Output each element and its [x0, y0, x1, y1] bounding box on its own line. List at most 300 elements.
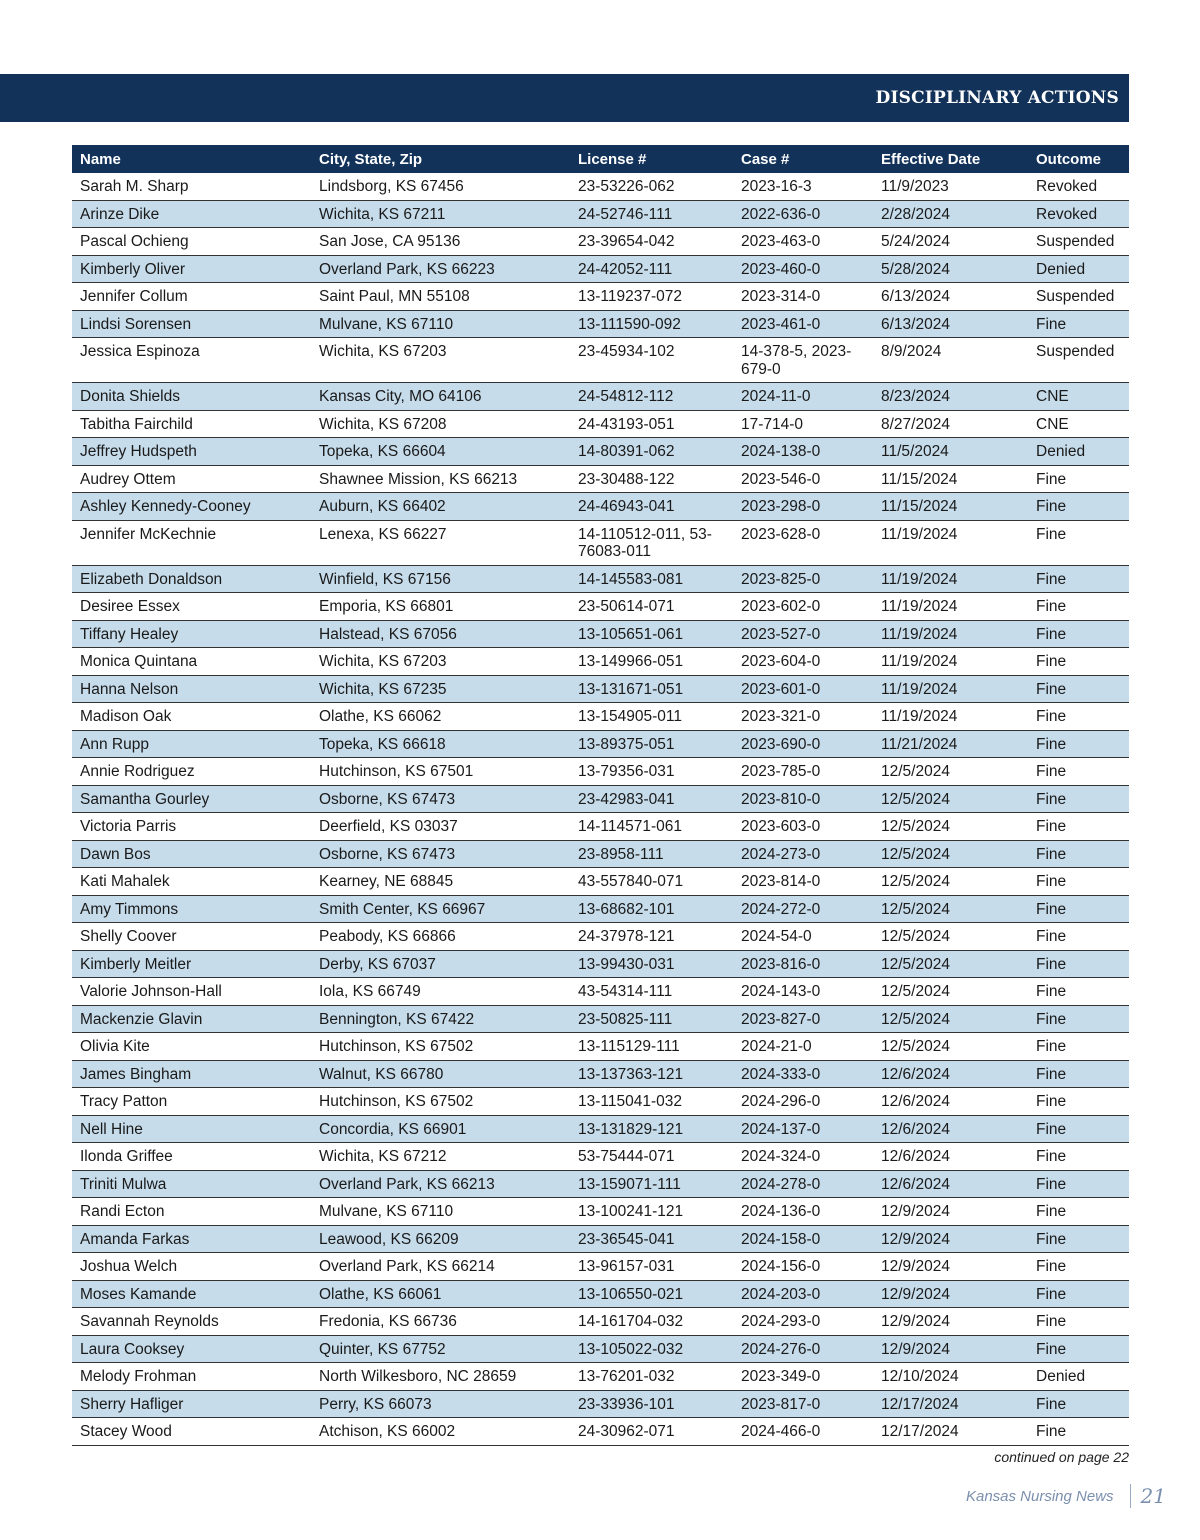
cell-case: 2024-156-0: [733, 1253, 873, 1281]
cell-city-state-zip: Wichita, KS 67203: [311, 338, 570, 383]
cell-case: 2023-298-0: [733, 493, 873, 521]
cell-case: 2023-603-0: [733, 813, 873, 841]
table-header: [72, 145, 1129, 173]
cell-name: Hanna Nelson: [72, 675, 311, 703]
cell-effective-date: 12/5/2024: [873, 923, 1028, 951]
cell-case: 14-378-5, 2023-679-0: [733, 338, 873, 383]
table-row: [72, 465, 1129, 493]
cell-case: 2024-272-0: [733, 895, 873, 923]
cell-case: 2023-463-0: [733, 228, 873, 256]
cell-city-state-zip: Overland Park, KS 66213: [311, 1170, 570, 1198]
cell-name: Arinze Dike: [72, 200, 311, 228]
cell-outcome: CNE: [1028, 383, 1129, 411]
cell-city-state-zip: Bennington, KS 67422: [311, 1005, 570, 1033]
cell-city-state-zip: Leawood, KS 66209: [311, 1225, 570, 1253]
cell-effective-date: 12/6/2024: [873, 1088, 1028, 1116]
cell-city-state-zip: Iola, KS 66749: [311, 978, 570, 1006]
cell-outcome: Suspended: [1028, 283, 1129, 311]
column-header-name: Name: [72, 145, 311, 173]
table-row: [72, 923, 1129, 951]
cell-license: 13-154905-011: [570, 703, 733, 731]
cell-case: 2024-296-0: [733, 1088, 873, 1116]
table-row: [72, 1308, 1129, 1336]
cell-name: Audrey Ottem: [72, 465, 311, 493]
cell-name: Donita Shields: [72, 383, 311, 411]
cell-effective-date: 12/9/2024: [873, 1308, 1028, 1336]
cell-name: Dawn Bos: [72, 840, 311, 868]
cell-case: 2024-278-0: [733, 1170, 873, 1198]
cell-city-state-zip: Lindsborg, KS 67456: [311, 173, 570, 200]
cell-license: 24-37978-121: [570, 923, 733, 951]
table-row: [72, 895, 1129, 923]
cell-name: Stacey Wood: [72, 1418, 311, 1446]
cell-city-state-zip: Walnut, KS 66780: [311, 1060, 570, 1088]
cell-effective-date: 11/19/2024: [873, 520, 1028, 565]
column-header-city: City, State, Zip: [311, 145, 570, 173]
cell-outcome: Fine: [1028, 675, 1129, 703]
table-row: [72, 1253, 1129, 1281]
cell-effective-date: 12/5/2024: [873, 1033, 1028, 1061]
cell-city-state-zip: Halstead, KS 67056: [311, 620, 570, 648]
cell-name: Mackenzie Glavin: [72, 1005, 311, 1033]
cell-city-state-zip: Perry, KS 66073: [311, 1390, 570, 1418]
table-row: [72, 410, 1129, 438]
cell-effective-date: 12/6/2024: [873, 1115, 1028, 1143]
cell-effective-date: 11/19/2024: [873, 565, 1028, 593]
cell-name: Savannah Reynolds: [72, 1308, 311, 1336]
table-row: [72, 520, 1129, 565]
cell-outcome: Suspended: [1028, 338, 1129, 383]
cell-case: 2023-461-0: [733, 310, 873, 338]
cell-outcome: Fine: [1028, 310, 1129, 338]
cell-name: Kimberly Oliver: [72, 255, 311, 283]
cell-name: Tabitha Fairchild: [72, 410, 311, 438]
cell-effective-date: 5/28/2024: [873, 255, 1028, 283]
table-row: [72, 703, 1129, 731]
cell-name: Randi Ecton: [72, 1198, 311, 1226]
cell-case: 17-714-0: [733, 410, 873, 438]
cell-name: Tiffany Healey: [72, 620, 311, 648]
cell-case: 2024-466-0: [733, 1418, 873, 1446]
table-row: [72, 950, 1129, 978]
cell-license: 13-106550-021: [570, 1280, 733, 1308]
cell-outcome: Fine: [1028, 1225, 1129, 1253]
cell-name: Lindsi Sorensen: [72, 310, 311, 338]
table-row: [72, 1088, 1129, 1116]
cell-name: Desiree Essex: [72, 593, 311, 621]
cell-outcome: Fine: [1028, 520, 1129, 565]
table-row: [72, 200, 1129, 228]
cell-effective-date: 11/19/2024: [873, 675, 1028, 703]
cell-city-state-zip: Hutchinson, KS 67502: [311, 1033, 570, 1061]
table-row: [72, 255, 1129, 283]
cell-license: 13-137363-121: [570, 1060, 733, 1088]
cell-case: 2023-817-0: [733, 1390, 873, 1418]
cell-city-state-zip: Topeka, KS 66618: [311, 730, 570, 758]
cell-outcome: Fine: [1028, 593, 1129, 621]
publication-name: Kansas Nursing News: [965, 1487, 1114, 1505]
cell-outcome: Fine: [1028, 465, 1129, 493]
cell-name: Sarah M. Sharp: [72, 173, 311, 200]
cell-case: 2023-314-0: [733, 283, 873, 311]
table-row: [72, 730, 1129, 758]
table-row: [72, 173, 1129, 200]
cell-license: 13-105022-032: [570, 1335, 733, 1363]
cell-city-state-zip: Peabody, KS 66866: [311, 923, 570, 951]
column-header-case: Case #: [733, 145, 873, 173]
cell-outcome: Fine: [1028, 1198, 1129, 1226]
cell-effective-date: 8/27/2024: [873, 410, 1028, 438]
cell-license: 23-42983-041: [570, 785, 733, 813]
cell-effective-date: 11/15/2024: [873, 465, 1028, 493]
cell-license: 23-39654-042: [570, 228, 733, 256]
table-row: [72, 1198, 1129, 1226]
cell-outcome: CNE: [1028, 410, 1129, 438]
cell-license: 23-50825-111: [570, 1005, 733, 1033]
cell-license: 24-54812-112: [570, 383, 733, 411]
cell-license: 53-75444-071: [570, 1143, 733, 1171]
table-row: [72, 648, 1129, 676]
cell-license: 14-114571-061: [570, 813, 733, 841]
cell-effective-date: 12/17/2024: [873, 1418, 1028, 1446]
cell-effective-date: 12/6/2024: [873, 1143, 1028, 1171]
cell-case: 2024-276-0: [733, 1335, 873, 1363]
cell-city-state-zip: Shawnee Mission, KS 66213: [311, 465, 570, 493]
cell-case: 2024-11-0: [733, 383, 873, 411]
table-row: [72, 1390, 1129, 1418]
cell-outcome: Fine: [1028, 1088, 1129, 1116]
cell-outcome: Fine: [1028, 1335, 1129, 1363]
cell-license: 23-45934-102: [570, 338, 733, 383]
cell-license: 13-68682-101: [570, 895, 733, 923]
cell-license: 13-149966-051: [570, 648, 733, 676]
cell-city-state-zip: Deerfield, KS 03037: [311, 813, 570, 841]
cell-effective-date: 11/19/2024: [873, 620, 1028, 648]
cell-license: 13-115041-032: [570, 1088, 733, 1116]
table-row: [72, 1033, 1129, 1061]
table-row: [72, 1418, 1129, 1446]
cell-effective-date: 12/5/2024: [873, 895, 1028, 923]
cell-case: 2024-21-0: [733, 1033, 873, 1061]
cell-effective-date: 12/5/2024: [873, 813, 1028, 841]
cell-city-state-zip: Topeka, KS 66604: [311, 438, 570, 466]
cell-name: Melody Frohman: [72, 1363, 311, 1391]
cell-case: 2024-273-0: [733, 840, 873, 868]
cell-license: 13-96157-031: [570, 1253, 733, 1281]
cell-city-state-zip: Hutchinson, KS 67501: [311, 758, 570, 786]
table-row: [72, 565, 1129, 593]
cell-city-state-zip: Fredonia, KS 66736: [311, 1308, 570, 1336]
cell-license: 23-33936-101: [570, 1390, 733, 1418]
cell-case: 2023-460-0: [733, 255, 873, 283]
cell-license: 14-161704-032: [570, 1308, 733, 1336]
table-row: [72, 813, 1129, 841]
table-row: [72, 1005, 1129, 1033]
cell-outcome: Fine: [1028, 1390, 1129, 1418]
cell-name: Elizabeth Donaldson: [72, 565, 311, 593]
column-header-license: License #: [570, 145, 733, 173]
cell-effective-date: 12/5/2024: [873, 785, 1028, 813]
cell-license: 14-145583-081: [570, 565, 733, 593]
cell-license: 13-76201-032: [570, 1363, 733, 1391]
cell-case: 2022-636-0: [733, 200, 873, 228]
cell-effective-date: 12/9/2024: [873, 1280, 1028, 1308]
cell-case: 2023-604-0: [733, 648, 873, 676]
cell-license: 23-8958-111: [570, 840, 733, 868]
cell-city-state-zip: Auburn, KS 66402: [311, 493, 570, 521]
cell-effective-date: 11/5/2024: [873, 438, 1028, 466]
cell-effective-date: 8/9/2024: [873, 338, 1028, 383]
cell-name: Triniti Mulwa: [72, 1170, 311, 1198]
cell-outcome: Fine: [1028, 1418, 1129, 1446]
cell-case: 2024-333-0: [733, 1060, 873, 1088]
cell-city-state-zip: Concordia, KS 66901: [311, 1115, 570, 1143]
cell-name: Valorie Johnson-Hall: [72, 978, 311, 1006]
cell-name: Jennifer McKechnie: [72, 520, 311, 565]
cell-city-state-zip: Olathe, KS 66061: [311, 1280, 570, 1308]
table-row: [72, 978, 1129, 1006]
table-row: [72, 228, 1129, 256]
cell-effective-date: 11/19/2024: [873, 593, 1028, 621]
cell-license: 24-42052-111: [570, 255, 733, 283]
cell-license: 24-46943-041: [570, 493, 733, 521]
cell-outcome: Fine: [1028, 978, 1129, 1006]
column-header-outcome: Outcome: [1028, 145, 1129, 173]
cell-case: 2023-814-0: [733, 868, 873, 896]
cell-effective-date: 12/10/2024: [873, 1363, 1028, 1391]
cell-effective-date: 12/5/2024: [873, 758, 1028, 786]
cell-outcome: Fine: [1028, 923, 1129, 951]
cell-outcome: Fine: [1028, 895, 1129, 923]
cell-case: 2024-136-0: [733, 1198, 873, 1226]
cell-outcome: Fine: [1028, 1253, 1129, 1281]
table-row: [72, 868, 1129, 896]
cell-city-state-zip: Emporia, KS 66801: [311, 593, 570, 621]
table-row: [72, 593, 1129, 621]
cell-effective-date: 5/24/2024: [873, 228, 1028, 256]
table-row: [72, 675, 1129, 703]
cell-effective-date: 12/9/2024: [873, 1225, 1028, 1253]
cell-license: 13-105651-061: [570, 620, 733, 648]
cell-city-state-zip: Overland Park, KS 66214: [311, 1253, 570, 1281]
table-row: [72, 785, 1129, 813]
cell-case: 2023-349-0: [733, 1363, 873, 1391]
cell-city-state-zip: Atchison, KS 66002: [311, 1418, 570, 1446]
cell-case: 2023-827-0: [733, 1005, 873, 1033]
cell-name: Madison Oak: [72, 703, 311, 731]
section-title: DISCIPLINARY ACTIONS: [875, 88, 1119, 108]
cell-effective-date: 6/13/2024: [873, 283, 1028, 311]
cell-case: 2023-16-3: [733, 173, 873, 200]
cell-name: Laura Cooksey: [72, 1335, 311, 1363]
footer-divider: [1130, 1484, 1131, 1508]
cell-license: 13-131829-121: [570, 1115, 733, 1143]
cell-license: 13-99430-031: [570, 950, 733, 978]
cell-name: Olivia Kite: [72, 1033, 311, 1061]
cell-license: 24-43193-051: [570, 410, 733, 438]
cell-license: 13-115129-111: [570, 1033, 733, 1061]
cell-case: 2024-137-0: [733, 1115, 873, 1143]
cell-outcome: Fine: [1028, 1060, 1129, 1088]
cell-city-state-zip: Olathe, KS 66062: [311, 703, 570, 731]
cell-name: Victoria Parris: [72, 813, 311, 841]
cell-outcome: Revoked: [1028, 173, 1129, 200]
column-header-effective-date: Effective Date: [873, 145, 1028, 173]
cell-name: Kati Mahalek: [72, 868, 311, 896]
cell-outcome: Fine: [1028, 1005, 1129, 1033]
cell-effective-date: 6/13/2024: [873, 310, 1028, 338]
cell-city-state-zip: San Jose, CA 95136: [311, 228, 570, 256]
cell-name: Jessica Espinoza: [72, 338, 311, 383]
cell-name: Ilonda Griffee: [72, 1143, 311, 1171]
cell-license: 13-111590-092: [570, 310, 733, 338]
cell-outcome: Fine: [1028, 1280, 1129, 1308]
table-row: [72, 840, 1129, 868]
cell-outcome: Fine: [1028, 785, 1129, 813]
cell-name: Kimberly Meitler: [72, 950, 311, 978]
cell-city-state-zip: Osborne, KS 67473: [311, 840, 570, 868]
section-banner: [0, 74, 1129, 122]
cell-name: Jeffrey Hudspeth: [72, 438, 311, 466]
table-row: [72, 1060, 1129, 1088]
cell-license: 23-36545-041: [570, 1225, 733, 1253]
cell-license: 13-79356-031: [570, 758, 733, 786]
cell-outcome: Fine: [1028, 620, 1129, 648]
cell-outcome: Fine: [1028, 1170, 1129, 1198]
cell-outcome: Fine: [1028, 813, 1129, 841]
cell-city-state-zip: Overland Park, KS 66223: [311, 255, 570, 283]
cell-case: 2024-324-0: [733, 1143, 873, 1171]
cell-city-state-zip: Wichita, KS 67208: [311, 410, 570, 438]
cell-license: 13-119237-072: [570, 283, 733, 311]
cell-license: 24-52746-111: [570, 200, 733, 228]
table-row: [72, 1225, 1129, 1253]
cell-effective-date: 12/5/2024: [873, 950, 1028, 978]
page-footer: [966, 1484, 1166, 1508]
cell-name: Joshua Welch: [72, 1253, 311, 1281]
cell-case: 2024-138-0: [733, 438, 873, 466]
cell-outcome: Suspended: [1028, 228, 1129, 256]
cell-case: 2023-785-0: [733, 758, 873, 786]
cell-effective-date: 12/17/2024: [873, 1390, 1028, 1418]
cell-city-state-zip: Kearney, NE 68845: [311, 868, 570, 896]
cell-case: 2023-816-0: [733, 950, 873, 978]
cell-city-state-zip: Wichita, KS 67211: [311, 200, 570, 228]
cell-effective-date: 11/15/2024: [873, 493, 1028, 521]
cell-outcome: Fine: [1028, 730, 1129, 758]
cell-outcome: Fine: [1028, 950, 1129, 978]
cell-case: 2024-293-0: [733, 1308, 873, 1336]
cell-outcome: Fine: [1028, 703, 1129, 731]
cell-outcome: Fine: [1028, 493, 1129, 521]
cell-city-state-zip: Derby, KS 67037: [311, 950, 570, 978]
cell-effective-date: 8/23/2024: [873, 383, 1028, 411]
cell-city-state-zip: Wichita, KS 67235: [311, 675, 570, 703]
cell-case: 2023-628-0: [733, 520, 873, 565]
cell-outcome: Fine: [1028, 1308, 1129, 1336]
cell-outcome: Denied: [1028, 255, 1129, 283]
cell-city-state-zip: Osborne, KS 67473: [311, 785, 570, 813]
cell-outcome: Fine: [1028, 1033, 1129, 1061]
cell-name: Sherry Hafliger: [72, 1390, 311, 1418]
cell-license: 24-30962-071: [570, 1418, 733, 1446]
cell-effective-date: 12/9/2024: [873, 1335, 1028, 1363]
disciplinary-actions-table: [72, 145, 1129, 1446]
cell-name: Amanda Farkas: [72, 1225, 311, 1253]
cell-city-state-zip: Kansas City, MO 64106: [311, 383, 570, 411]
table-row: [72, 383, 1129, 411]
cell-name: Jennifer Collum: [72, 283, 311, 311]
table-row: [72, 283, 1129, 311]
cell-case: 2023-690-0: [733, 730, 873, 758]
table-header-row: [72, 145, 1129, 173]
cell-license: 43-557840-071: [570, 868, 733, 896]
cell-effective-date: 12/5/2024: [873, 1005, 1028, 1033]
cell-effective-date: 11/19/2024: [873, 648, 1028, 676]
cell-effective-date: 12/6/2024: [873, 1060, 1028, 1088]
cell-case: 2024-203-0: [733, 1280, 873, 1308]
cell-license: 14-110512-011, 53-76083-011: [570, 520, 733, 565]
cell-outcome: Fine: [1028, 840, 1129, 868]
table-row: [72, 438, 1129, 466]
cell-license: 13-89375-051: [570, 730, 733, 758]
cell-case: 2023-825-0: [733, 565, 873, 593]
cell-outcome: Fine: [1028, 1115, 1129, 1143]
cell-name: Pascal Ochieng: [72, 228, 311, 256]
cell-effective-date: 11/19/2024: [873, 703, 1028, 731]
cell-city-state-zip: North Wilkesboro, NC 28659: [311, 1363, 570, 1391]
cell-name: Ann Rupp: [72, 730, 311, 758]
table-row: [72, 620, 1129, 648]
cell-license: 23-53226-062: [570, 173, 733, 200]
cell-effective-date: 12/5/2024: [873, 840, 1028, 868]
cell-case: 2023-546-0: [733, 465, 873, 493]
table-row: [72, 1335, 1129, 1363]
cell-effective-date: 11/21/2024: [873, 730, 1028, 758]
cell-outcome: Denied: [1028, 1363, 1129, 1391]
table-row: [72, 1363, 1129, 1391]
table-row: [72, 1143, 1129, 1171]
cell-outcome: Fine: [1028, 868, 1129, 896]
cell-license: 43-54314-111: [570, 978, 733, 1006]
cell-license: 14-80391-062: [570, 438, 733, 466]
cell-license: 13-131671-051: [570, 675, 733, 703]
cell-outcome: Fine: [1028, 648, 1129, 676]
cell-city-state-zip: Saint Paul, MN 55108: [311, 283, 570, 311]
cell-effective-date: 12/9/2024: [873, 1253, 1028, 1281]
cell-city-state-zip: Mulvane, KS 67110: [311, 310, 570, 338]
cell-city-state-zip: Hutchinson, KS 67502: [311, 1088, 570, 1116]
cell-outcome: Fine: [1028, 565, 1129, 593]
cell-name: Nell Hine: [72, 1115, 311, 1143]
cell-name: Annie Rodriguez: [72, 758, 311, 786]
cell-case: 2023-527-0: [733, 620, 873, 648]
cell-outcome: Denied: [1028, 438, 1129, 466]
cell-name: Amy Timmons: [72, 895, 311, 923]
continued-note: continued on page 22: [994, 1449, 1129, 1465]
cell-city-state-zip: Wichita, KS 67212: [311, 1143, 570, 1171]
table-body: [72, 173, 1129, 1445]
cell-city-state-zip: Winfield, KS 67156: [311, 565, 570, 593]
cell-city-state-zip: Smith Center, KS 66967: [311, 895, 570, 923]
table-row: [72, 758, 1129, 786]
cell-license: 13-159071-111: [570, 1170, 733, 1198]
cell-case: 2023-602-0: [733, 593, 873, 621]
cell-case: 2023-810-0: [733, 785, 873, 813]
table-row: [72, 493, 1129, 521]
table-row: [72, 1280, 1129, 1308]
cell-case: 2024-158-0: [733, 1225, 873, 1253]
